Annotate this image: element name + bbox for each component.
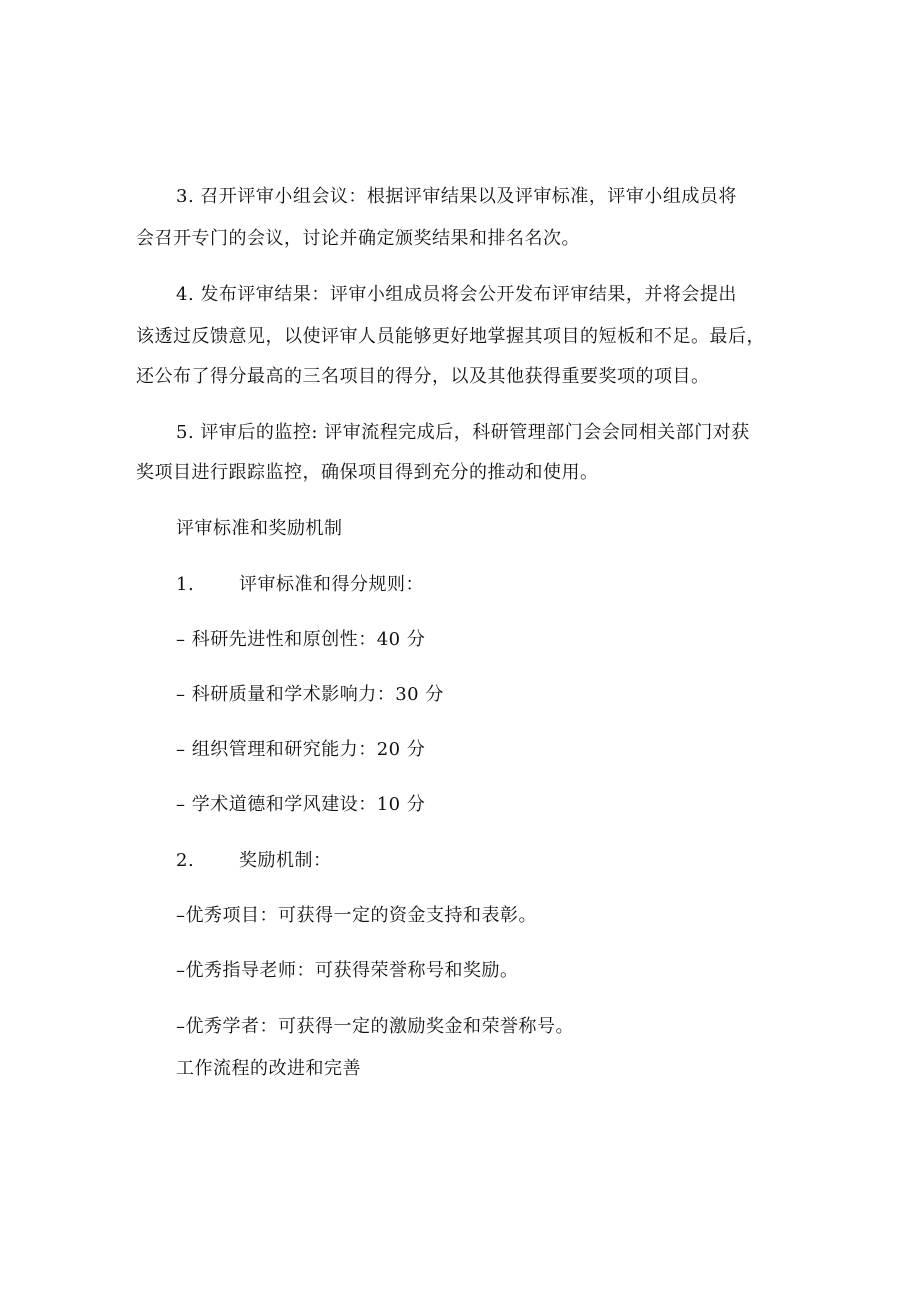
criterion-item: – 科研质量和学术影响力：30 分 — [176, 684, 444, 705]
rule-heading — [176, 574, 424, 596]
item-5-text-1: 评审后的监控: 评审流程完成后，科研管理部门会会同相关部门对获 — [200, 422, 750, 443]
item-4-line-1 — [176, 284, 737, 306]
reward-item: –优秀项目：可获得一定的资金支持和表彰。 — [176, 905, 537, 926]
criterion-item: – 学术道德和学风建设：10 分 — [176, 794, 426, 815]
reward-item: –优秀学者：可获得一定的激励奖金和荣誉称号。 — [176, 1016, 574, 1037]
item-3-number: 3. — [176, 186, 195, 207]
section-heading-improvement: 工作流程的改进和完善 — [176, 1058, 361, 1079]
criterion-item: – 组织管理和研究能力：20 分 — [176, 739, 426, 760]
criterion-item: – 科研先进性和原创性：40 分 — [176, 629, 426, 650]
item-4-line-2: 该透过反馈意见，以使评审人员能够更好地掌握其项目的短板和不足。最后， — [136, 326, 765, 347]
reward-heading — [176, 850, 332, 872]
item-5-number: 5. — [176, 422, 195, 443]
reward-title: 奖励机制： — [239, 850, 332, 871]
rule-number: 1. — [176, 574, 195, 595]
reward-item: –优秀指导老师：可获得荣誉称号和奖励。 — [176, 960, 519, 981]
rule-title: 评审标准和得分规则： — [239, 574, 424, 595]
item-5-line-1 — [176, 422, 750, 444]
section-heading-standards: 评审标准和奖励机制 — [176, 518, 343, 539]
item-3-text-1: 召开评审小组会议：根据评审结果以及评审标准，评审小组成员将 — [200, 186, 737, 207]
item-5-line-2: 奖项目进行跟踪监控，确保项目得到充分的推动和使用。 — [136, 462, 599, 483]
item-3-line-1 — [176, 186, 737, 208]
item-4-line-3: 还公布了得分最高的三名项目的得分，以及其他获得重要奖项的项目。 — [136, 366, 710, 387]
item-4-text-1: 发布评审结果：评审小组成员将会公开发布评审结果，并将会提出 — [200, 284, 737, 305]
reward-number: 2. — [176, 850, 195, 871]
item-3-line-2: 会召开专门的会议，讨论并确定颁奖结果和排名名次。 — [136, 228, 580, 249]
item-4-number: 4. — [176, 284, 195, 305]
